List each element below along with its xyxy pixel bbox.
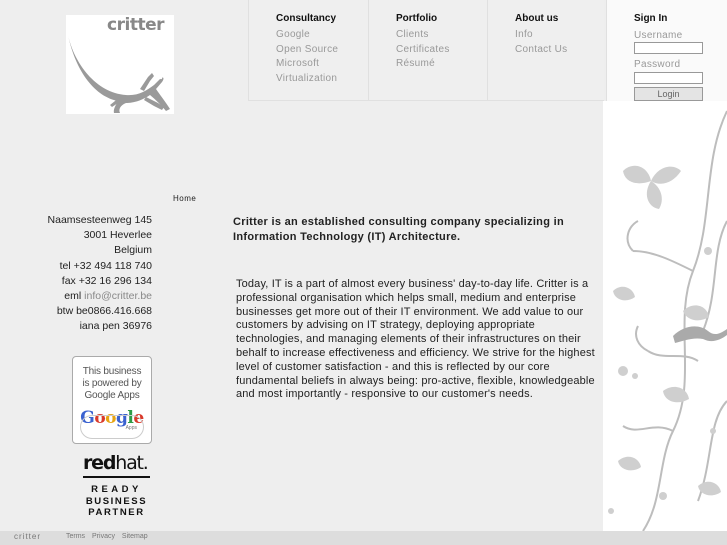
footer-link-privacy[interactable]: Privacy	[92, 533, 115, 540]
google-apps-label: Apps	[125, 425, 137, 431]
redhat-logo-icon: redhat.	[83, 452, 148, 474]
google-badge-line2: is powered by	[82, 378, 142, 389]
footer-links	[66, 533, 153, 540]
footer-link-terms[interactable]: Terms	[66, 533, 86, 540]
redhat-line3: PARTNER	[88, 507, 145, 518]
nav-heading-about-us[interactable]: About us	[515, 13, 559, 24]
nav-link-contact-us[interactable]: Contact Us	[515, 43, 568, 55]
redhat-line1: READY	[91, 484, 142, 495]
email-label: eml	[64, 290, 82, 303]
redhat-line2: BUSINESS	[85, 495, 148, 507]
address-tel: tel +32 494 118 740	[59, 259, 152, 272]
address-btw: btw be0866.416.668	[56, 305, 152, 318]
footer	[0, 531, 727, 545]
google-badge-line1: This business	[82, 366, 142, 377]
google-logo-icon: Google	[80, 408, 144, 428]
password-input[interactable]	[634, 72, 703, 84]
nav-column-about-us	[487, 0, 604, 101]
nav-link-clients[interactable]: Clients	[396, 29, 429, 40]
address-country: Belgium	[114, 244, 152, 257]
email-link[interactable]: info@critter.be	[84, 290, 152, 303]
nav-column-portfolio	[368, 0, 487, 101]
redhat-partner-text	[83, 484, 150, 519]
google-badge-line3: Google Apps	[84, 390, 140, 401]
address-iana: iana pen 36976	[79, 320, 152, 333]
company-address	[20, 213, 152, 335]
google-apps-badge[interactable]	[72, 356, 152, 444]
nav-heading-consultancy[interactable]: Consultancy	[276, 13, 337, 24]
intro-heading: Critter is an established consulting company specializing in Information Technology (IT) Architecture.	[233, 216, 564, 243]
google-badge-ring	[80, 415, 144, 439]
nav-link-info[interactable]: Info	[515, 29, 533, 40]
logo-text: critter	[107, 15, 164, 35]
nav-link-microsoft[interactable]: Microsoft	[276, 58, 320, 69]
gecko-logo-icon	[66, 33, 174, 114]
redhat-partner-badge[interactable]	[83, 452, 153, 519]
nav-link-resume[interactable]: Résumé	[396, 58, 436, 69]
body-paragraph: Today, IT is a part of almost every business' day-to-day life. Critter is a professional organisation which helps small, medium and enterprise businesses get more out of their IT environment. We add value to our customers by advising on IT strategy, deploying appropriate technologies, and managing elements of their infrastructures on their behalf to increase effectiveness and efficiency. We strive for the highest level of customer satisfaction - and this is reflected by our core fundamental beliefs in always being: pro-active, flexible, knowledgeable and most importantly - responsive to our customer's needs.	[236, 278, 595, 401]
google-badge-text	[73, 366, 151, 402]
address-city: 3001 Heverlee	[83, 229, 152, 242]
breadcrumb[interactable]: Home	[173, 194, 197, 203]
footer-link-sitemap[interactable]: Sitemap	[121, 533, 148, 540]
address-email-row	[20, 289, 152, 304]
password-label: Password	[634, 59, 681, 70]
top-navigation	[248, 0, 604, 101]
sign-in-heading: Sign In	[634, 13, 668, 24]
login-button[interactable]: Login	[634, 87, 703, 101]
nav-link-virtualization[interactable]: Virtualization	[276, 72, 338, 84]
nav-link-google[interactable]: Google	[276, 29, 311, 40]
address-street: Naamsesteenweg 145	[47, 214, 152, 226]
username-input[interactable]	[634, 42, 703, 54]
address-fax: fax +32 16 296 134	[61, 274, 152, 287]
nav-heading-portfolio[interactable]: Portfolio	[396, 13, 438, 24]
redhat-divider	[83, 476, 150, 478]
nav-link-certificates[interactable]: Certificates	[396, 43, 450, 55]
nav-column-consultancy	[248, 0, 368, 101]
floral-decoration	[603, 101, 727, 531]
nav-link-open-source[interactable]: Open Source	[276, 43, 339, 55]
site-logo[interactable]	[66, 15, 174, 114]
floral-pattern-icon	[603, 101, 727, 531]
sign-in-panel	[606, 0, 727, 101]
footer-brand: critter	[14, 532, 41, 541]
username-label: Username	[634, 30, 683, 41]
